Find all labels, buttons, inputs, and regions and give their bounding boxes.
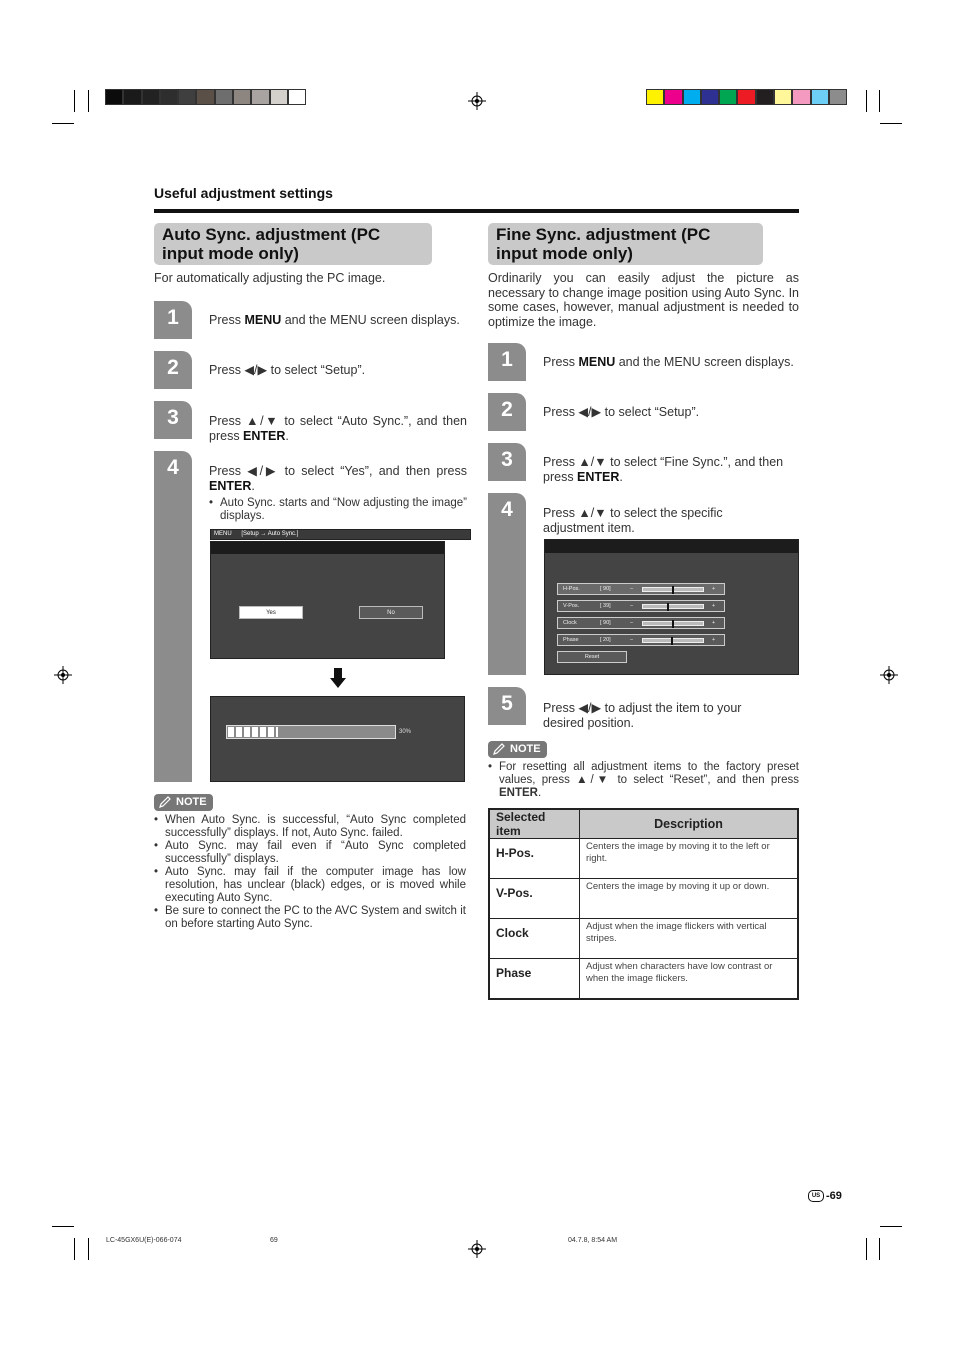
down-arrow-icon: [330, 668, 346, 688]
registration-mark-icon: [468, 92, 486, 110]
table-cell: H-Pos.: [489, 839, 580, 879]
page-number-text: -69: [826, 1190, 842, 1202]
calibration-swatch: [774, 89, 792, 105]
calibration-swatch: [701, 89, 719, 105]
minus-sign: –: [630, 586, 634, 592]
calibration-swatch: [829, 89, 847, 105]
table-header: Selected item: [489, 809, 580, 839]
fine-sync-title: Fine Sync. adjustment (PC input mode only): [488, 223, 763, 265]
menu-label: MENU: [214, 531, 232, 537]
registration-mark-icon: [468, 1240, 486, 1258]
step-text: Press ◀/▶ to adjust the item to your desired position.: [543, 701, 742, 730]
calibration-swatch: [664, 89, 682, 105]
footer-timestamp: 04.7.8, 8:54 AM: [568, 1237, 618, 1244]
note-label: NOTE: [510, 743, 541, 755]
table-row: [489, 919, 798, 959]
calibration-swatch: [288, 89, 306, 105]
step-number: 1: [501, 348, 513, 371]
calibration-swatch: [737, 89, 755, 105]
calibration-swatch: [683, 89, 701, 105]
grayscale-calibration-bar: [105, 89, 306, 105]
calibration-swatch: [270, 89, 288, 105]
slider-knob[interactable]: [672, 620, 674, 628]
step-text: Press ▲/▼ to select “Fine Sync.”, and then press ENTER.: [543, 455, 784, 484]
fine-sync-row-value: [ 39]: [600, 603, 611, 609]
minus-sign: –: [630, 620, 634, 626]
note-item: • When Auto Sync. is successful, “Auto Sync completed successfully” displays. If not, Auto Sync. failed.: [154, 814, 466, 840]
plus-sign: +: [712, 586, 716, 592]
calibration-swatch: [160, 89, 178, 105]
fine-sync-row[interactable]: [557, 583, 725, 595]
step-text: Press ◀/▶ to select “Yes”, and then press ENTER.: [209, 464, 467, 493]
calibration-swatch: [233, 89, 251, 105]
step-text: Press MENU and the MENU screen displays.: [209, 313, 460, 327]
table-cell: Adjust when the image flickers with vertical stripes.: [580, 919, 799, 959]
fine-sync-row[interactable]: [557, 617, 725, 629]
calibration-swatch: [178, 89, 196, 105]
progress-bar: [226, 725, 396, 739]
fine-sync-row-label: Clock: [563, 620, 577, 626]
table-cell: V-Pos.: [489, 879, 580, 919]
step-number: 3: [167, 406, 179, 429]
note-label: NOTE: [176, 796, 207, 808]
fine-sync-row-label: H-Pos.: [563, 586, 580, 592]
calibration-swatch: [811, 89, 829, 105]
calibration-swatch: [215, 89, 233, 105]
note-badge: [154, 794, 213, 811]
adjustment-slider[interactable]: [642, 604, 704, 609]
step-number: 2: [167, 356, 179, 379]
adjustment-slider[interactable]: [642, 638, 704, 643]
auto-sync-intro: For automatically adjusting the PC image.: [154, 271, 386, 285]
table-cell: Adjust when characters have low contrast or when the image flickers.: [580, 959, 799, 1000]
note-badge: [488, 741, 547, 758]
minus-sign: –: [630, 637, 634, 643]
step-text: Press ◀/▶ to select “Setup”.: [543, 405, 700, 419]
fine-sync-row-value: [ 90]: [600, 586, 611, 592]
calibration-swatch: [646, 89, 664, 105]
table-row: [489, 959, 798, 1000]
registration-mark-icon: [880, 666, 898, 684]
registration-mark-icon: [54, 666, 72, 684]
note-item: • Auto Sync. may fail even if “Auto Sync completed successfully” displays.: [154, 840, 466, 866]
table-header: Description: [580, 809, 799, 839]
table-cell: Phase: [489, 959, 580, 1000]
calibration-swatch: [719, 89, 737, 105]
step-text: Press ▲/▼ to select the specific adjustment item.: [543, 506, 723, 535]
auto-sync-title: Auto Sync. adjustment (PC input mode only): [154, 223, 432, 265]
calibration-swatch: [123, 89, 141, 105]
fine-sync-row[interactable]: [557, 634, 725, 646]
color-calibration-bar: [646, 89, 847, 105]
step-number: 1: [167, 306, 179, 329]
calibration-swatch: [196, 89, 214, 105]
table-row: [489, 839, 798, 879]
page-number: [808, 1190, 842, 1202]
section-rule: [154, 209, 799, 213]
fine-sync-description-table: [488, 808, 799, 1000]
progress-label: 30%: [399, 729, 412, 735]
plus-sign: +: [712, 603, 716, 609]
minus-sign: –: [630, 603, 634, 609]
slider-knob[interactable]: [671, 637, 673, 645]
step-text: Press ◀/▶ to select “Setup”.: [209, 363, 366, 377]
table-row: [489, 879, 798, 919]
note-item: • Be sure to connect the PC to the AVC System and switch it on before starting Auto Sync.: [154, 905, 466, 931]
slider-knob[interactable]: [672, 586, 674, 594]
slider-knob[interactable]: [667, 603, 669, 611]
step-number: 5: [501, 692, 513, 715]
footer-page: 69: [270, 1237, 278, 1244]
fine-sync-row[interactable]: [557, 600, 725, 612]
step-number: 3: [501, 448, 513, 471]
yes-button[interactable]: Yes: [239, 606, 303, 619]
progress-bar-fill: [228, 727, 278, 737]
auto-sync-progress-screen: [210, 696, 465, 782]
calibration-swatch: [251, 89, 269, 105]
adjustment-slider[interactable]: [642, 621, 704, 626]
screen-title-bar: [545, 540, 798, 553]
table-cell: Centers the image by moving it up or down.: [580, 879, 799, 919]
pencil-icon: [158, 795, 172, 809]
table-cell: Clock: [489, 919, 580, 959]
step-badge-extension: [154, 488, 192, 782]
note-item: • Auto Sync. may fail if the computer image has low resolution, has unclear (black) edges, or is moved while executing Auto Sync.: [154, 866, 466, 905]
fine-sync-notes: [488, 761, 799, 800]
fine-sync-row-label: V-Pos.: [563, 603, 580, 609]
fine-sync-row-value: [ 90]: [600, 620, 611, 626]
menu-header-strip: [210, 529, 471, 540]
calibration-swatch: [756, 89, 774, 105]
step-number: 4: [167, 456, 179, 479]
step-bullet: • Auto Sync. starts and “Now adjusting the image” displays.: [209, 497, 467, 523]
fine-sync-intro: Ordinarily you can easily adjust the picture as necessary to change image position using Auto Sync. In some cases, however, manual adjustment is needed to optimize the image.: [488, 271, 799, 329]
calibration-swatch: [105, 89, 123, 105]
reset-button[interactable]: Reset: [557, 651, 627, 663]
step-number: 2: [501, 398, 513, 421]
step-text: Press ▲/▼ to select “Auto Sync.”, and then press ENTER.: [209, 414, 467, 443]
step-badge-extension: [488, 530, 526, 675]
menu-breadcrumb: [Setup → Auto Sync.]: [241, 531, 299, 537]
step-number: 4: [501, 498, 513, 521]
plus-sign: +: [712, 620, 716, 626]
auto-sync-notes: [154, 814, 466, 931]
footer-file-id: LC-45GX6U(E)-066-074: [106, 1237, 182, 1244]
calibration-swatch: [792, 89, 810, 105]
plus-sign: +: [712, 637, 716, 643]
section-heading: Useful adjustment settings: [154, 185, 333, 201]
fine-sync-row-label: Phase: [563, 637, 579, 643]
fine-sync-screen: [544, 539, 799, 675]
region-badge: US: [808, 1190, 824, 1202]
screen-title-bar: [211, 542, 444, 554]
adjustment-slider[interactable]: [642, 587, 704, 592]
auto-sync-confirm-screen: [210, 541, 445, 659]
pencil-icon: [492, 742, 506, 756]
no-button[interactable]: No: [359, 606, 423, 619]
step-text: Press MENU and the MENU screen displays.: [543, 355, 794, 369]
fine-sync-row-value: [ 20]: [600, 637, 611, 643]
table-cell: Centers the image by moving it to the left or right.: [580, 839, 799, 879]
note-item: • For resetting all adjustment items to the factory preset values, press ▲/▼ to select “Reset”, and then press ENTER.: [488, 761, 799, 800]
calibration-swatch: [142, 89, 160, 105]
